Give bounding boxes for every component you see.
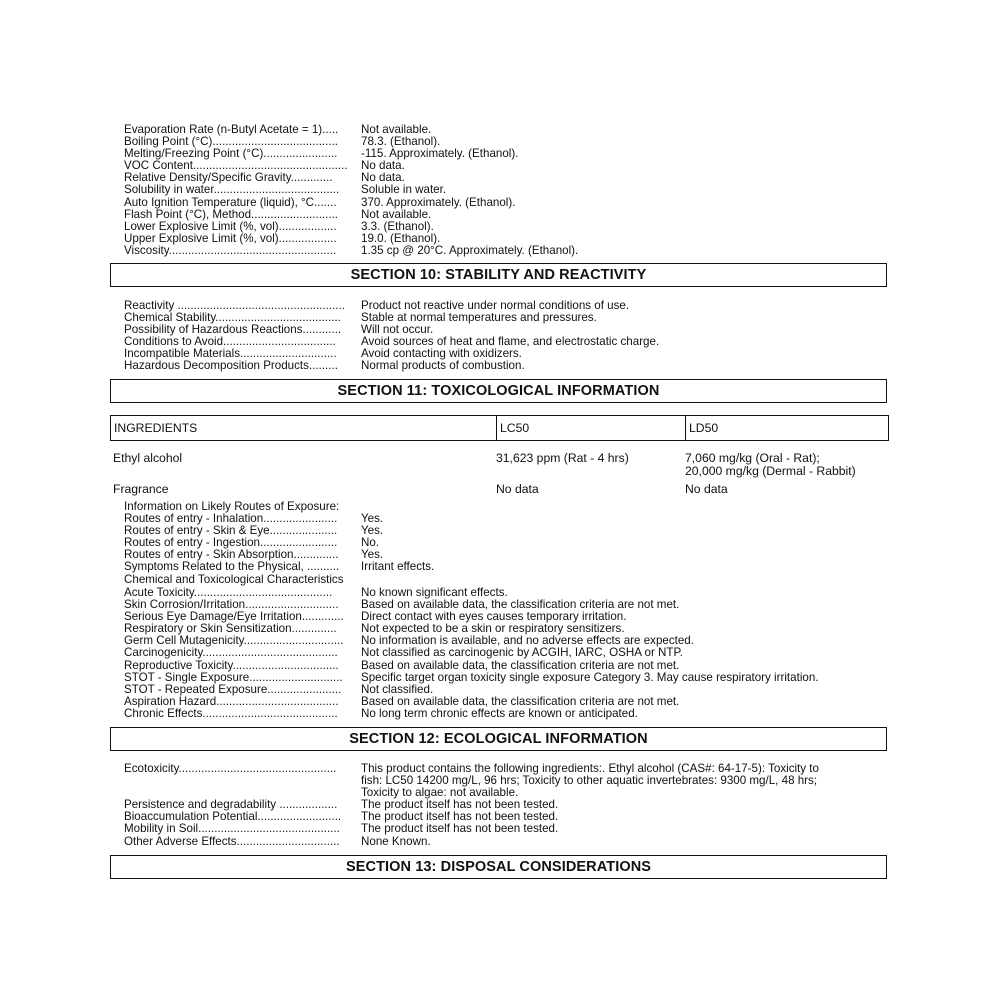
route-row [124, 561, 884, 573]
route-row [124, 537, 884, 549]
header-ingredients: INGREDIENTS [111, 416, 497, 440]
ecology-value: The product itself has not been tested. [361, 810, 559, 824]
property-label: Solubility in water....................................... [124, 184, 340, 197]
effect-value: No known significant effects. [361, 586, 508, 599]
effect-value: Based on available data, the classification criteria are not met. [361, 658, 680, 672]
effect-value: No information is available, and no adverse effects are expected. [361, 634, 694, 648]
effect-label: Germ Cell Mutagenicity............................... [124, 635, 344, 648]
chem-tox-heading: Chemical and Toxicological Characteristics [124, 573, 344, 586]
property-label: VOC Content................................................ [124, 160, 348, 173]
route-value: Yes. [361, 512, 384, 525]
property-row [124, 148, 884, 160]
effect-value: No long term chronic effects are known or anticipated. [361, 706, 638, 720]
property-label: Auto Ignition Temperature (liquid), °C....... [124, 196, 337, 209]
effect-value: Based on available data, the classification criteria are not met. [361, 598, 680, 612]
stability-label: Reactivity .................................................... [124, 300, 345, 312]
stability-value: Product not reactive under normal conditions of use. [361, 299, 630, 312]
effect-label: Respiratory or Skin Sensitization.............. [124, 623, 337, 636]
effect-value: Specific target organ toxicity single exposure Category 3. May cause respiratory irritation. [361, 670, 819, 684]
route-row [124, 549, 884, 561]
effect-value: Direct contact with eyes causes temporary irritation. [361, 610, 627, 624]
effect-label: Acute Toxicity........................................... [124, 587, 333, 599]
route-label: Routes of entry - Skin & Eye..................... [124, 525, 338, 538]
ecotoxicity-value [361, 763, 884, 799]
ecology-row [124, 836, 884, 848]
property-value: 78.3. (Ethanol). [361, 135, 441, 149]
stability-reactivity-list [124, 300, 884, 373]
property-row [124, 221, 884, 233]
property-value: Not available. [361, 123, 432, 136]
property-row [124, 160, 884, 172]
stability-label: Incompatible Materials.............................. [124, 348, 337, 361]
ingredient-ld50: No data [685, 482, 728, 496]
section-10-header: SECTION 10: STABILITY AND REACTIVITY [110, 263, 887, 287]
property-row [124, 245, 884, 257]
effect-row [124, 708, 884, 720]
section-11-header: SECTION 11: TOXICOLOGICAL INFORMATION [110, 379, 887, 403]
stability-value: Avoid sources of heat and flame, and electrostatic charge. [361, 335, 660, 349]
toxicological-effects-list [124, 587, 884, 720]
ingredient-lc50: No data [496, 482, 539, 496]
header-ld50: LD50 [689, 421, 719, 435]
effect-value: Not expected to be a skin or respiratory sensitizers. [361, 622, 625, 636]
stability-row [124, 360, 884, 372]
property-value: 3.3. (Ethanol). [361, 219, 434, 233]
ecotoxicity-line: This product contains the following ingredients:. Ethyl alcohol (CAS#: 64-17-5): Toxicity to [361, 762, 819, 775]
routes-heading: Information on Likely Routes of Exposure: [124, 500, 340, 513]
stability-label: Possibility of Hazardous Reactions............ [124, 324, 342, 337]
property-row [124, 172, 884, 184]
ld50-line: 7,060 mg/kg (Oral - Rat); [685, 451, 820, 465]
ecotoxicity-row [124, 763, 884, 799]
ecology-label: Bioaccumulation Potential.......................... [124, 811, 342, 824]
effect-value: Not classified. [361, 682, 434, 696]
physical-properties-list [124, 124, 884, 257]
property-label: Relative Density/Specific Gravity............. [124, 172, 333, 185]
header-lc50: LC50 [497, 416, 686, 440]
toxicology-table-header [110, 415, 889, 441]
effect-value: Based on available data, the classification criteria are not met. [361, 694, 680, 708]
ecology-value: The product itself has not been tested. [361, 822, 559, 836]
route-label: Routes of entry - Ingestion........................ [124, 537, 338, 550]
property-row [124, 184, 884, 196]
property-label: Flash Point (°C), Method........................... [124, 208, 339, 221]
ecology-label: Other Adverse Effects................................ [124, 835, 340, 848]
route-label: Symptoms Related to the Physical, .......... [124, 561, 340, 574]
route-value: Yes. [361, 524, 384, 538]
effect-row [124, 660, 884, 672]
section-13-header: SECTION 13: DISPOSAL CONSIDERATIONS [110, 855, 887, 879]
effect-label: Aspiration Hazard...................................... [124, 695, 339, 708]
property-value: -115. Approximately. (Ethanol). [361, 147, 519, 161]
stability-label: Conditions to Avoid................................... [124, 336, 336, 349]
property-label: Upper Explosive Limit (%, vol).................. [124, 232, 337, 245]
property-value: Soluble in water. [361, 183, 447, 197]
stability-value: Will not occur. [361, 323, 434, 337]
property-label: Lower Explosive Limit (%, vol).................. [124, 220, 337, 233]
effect-label: Carcinogenicity.......................................... [124, 647, 338, 660]
ecology-value: None Known. [361, 834, 431, 848]
property-value: 19.0. (Ethanol). [361, 231, 441, 245]
effect-label: Reproductive Toxicity................................. [124, 659, 339, 672]
effect-label: STOT - Single Exposure............................. [124, 671, 343, 684]
effect-label: Chronic Effects.......................................... [124, 707, 338, 720]
property-row [124, 124, 884, 136]
effect-label: Serious Eye Damage/Eye Irritation............. [124, 611, 344, 624]
property-label: Viscosity.................................................... [124, 244, 337, 257]
effect-row [124, 672, 884, 684]
ecology-label: Mobility in Soil............................................ [124, 823, 340, 836]
ingredient-lc50: 31,623 ppm (Rat - 4 hrs) [496, 451, 629, 465]
ecological-info-list [124, 763, 884, 848]
stability-value: Avoid contacting with oxidizers. [361, 347, 522, 361]
route-value: Yes. [361, 548, 384, 562]
ecology-value: The product itself has not been tested. [361, 798, 559, 812]
ecology-label: Persistence and degradability .................. [124, 799, 338, 812]
property-value: No data. [361, 171, 405, 185]
ecology-row [124, 823, 884, 835]
route-row [124, 513, 884, 525]
section-12-header: SECTION 12: ECOLOGICAL INFORMATION [110, 727, 887, 751]
ecotoxicity-line: fish: LC50 14200 mg/L, 96 hrs; Toxicity to other aquatic invertebrates: 9300 mg/L, 48 hrs; [361, 774, 818, 788]
ecotoxicity-label: Ecotoxicity................................................. [124, 763, 337, 775]
effect-value: Not classified as carcinogenic by ACGIH, IARC, OSHA or NTP. [361, 646, 683, 660]
route-row [124, 525, 884, 537]
property-row [124, 209, 884, 221]
ingredient-ld50 [685, 452, 889, 477]
stability-value: Normal products of combustion. [361, 359, 525, 373]
property-value: 370. Approximately. (Ethanol). [361, 195, 516, 209]
route-value: No. [361, 536, 380, 550]
ecotoxicity-line: Toxicity to algae: not available. [361, 786, 519, 800]
property-value: No data. [361, 159, 405, 173]
table-row [113, 452, 889, 477]
stability-label: Chemical Stability....................................... [124, 312, 341, 325]
stability-label: Hazardous Decomposition Products......... [124, 360, 338, 373]
effect-label: Skin Corrosion/Irritation............................. [124, 599, 339, 612]
ingredient-name: Fragrance [113, 482, 169, 496]
route-label: Routes of entry - Inhalation....................... [124, 513, 338, 525]
effect-label: STOT - Repeated Exposure....................... [124, 683, 342, 696]
stability-value: Stable at normal temperatures and pressures. [361, 311, 597, 325]
property-label: Boiling Point (°C)....................................... [124, 136, 339, 149]
property-label: Evaporation Rate (n-Butyl Acetate = 1)..... [124, 124, 339, 136]
property-row [124, 197, 884, 209]
property-value: Not available. [361, 207, 432, 221]
route-value: Irritant effects. [361, 560, 435, 574]
ld50-line: 20,000 mg/kg (Dermal - Rabbit) [685, 463, 856, 478]
route-label: Routes of entry - Skin Absorption.............. [124, 549, 339, 562]
effect-row [124, 647, 884, 659]
routes-list [124, 513, 884, 573]
table-row [113, 483, 889, 496]
property-value: 1.35 cp @ 20°C. Approximately. (Ethanol). [361, 243, 579, 257]
ingredient-name: Ethyl alcohol [113, 451, 183, 465]
stability-row [124, 312, 884, 324]
property-label: Melting/Freezing Point (°C)....................... [124, 148, 338, 161]
